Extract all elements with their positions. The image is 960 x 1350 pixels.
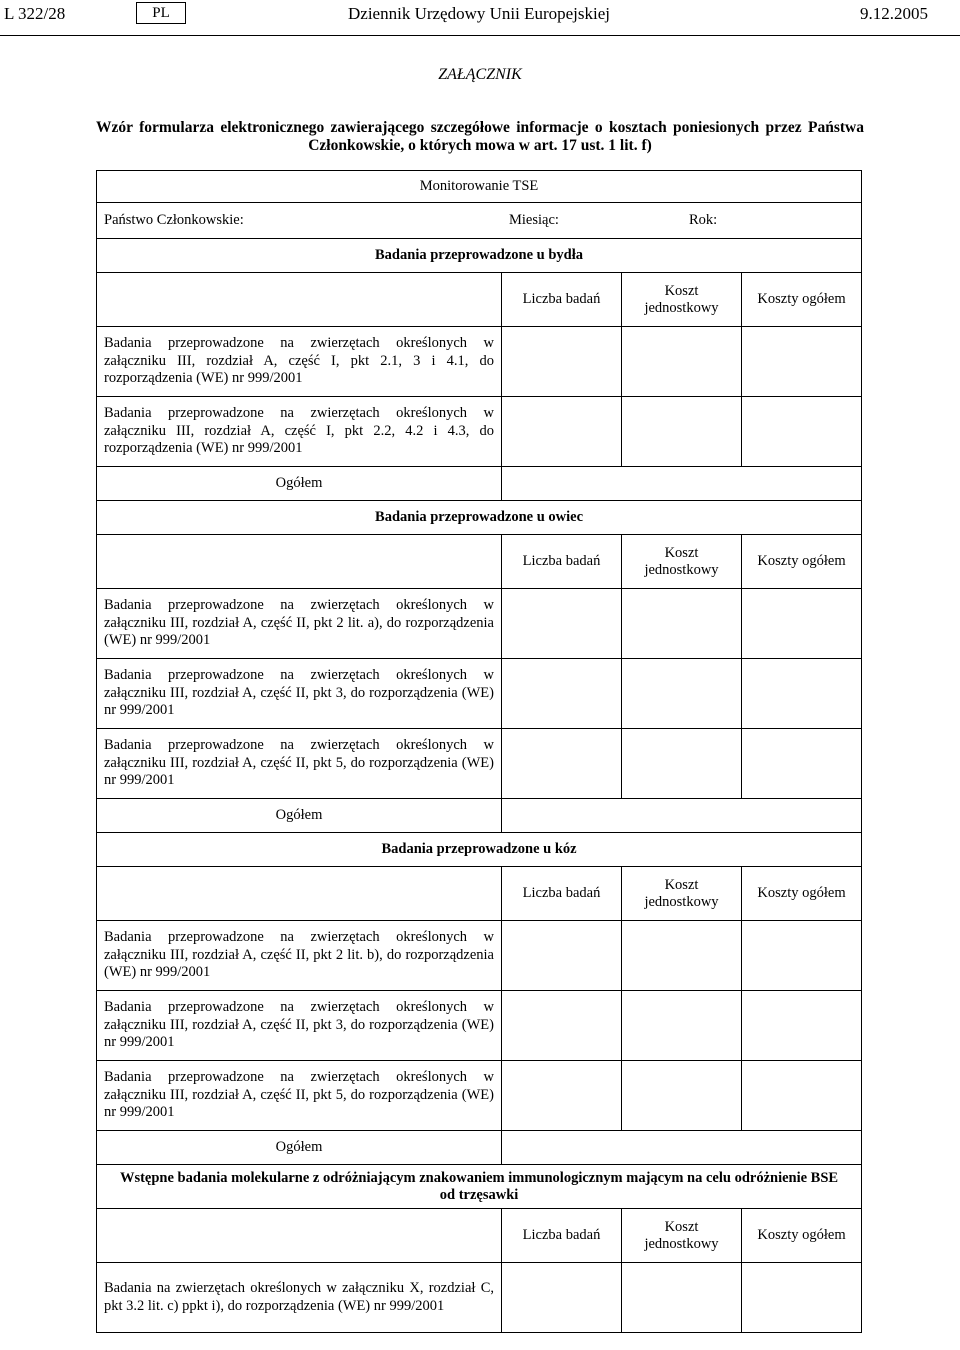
unit-cost-line-2: jednostkowy: [644, 299, 719, 316]
unit-cost-input-cell[interactable]: [622, 589, 742, 659]
form-title: Monitorowanie TSE: [97, 171, 862, 203]
header-blank-cell: [97, 1209, 502, 1263]
table-row: [97, 589, 862, 659]
month-field[interactable]: Miesiąc:: [509, 212, 559, 228]
unit-cost-line-2: jednostkowy: [644, 561, 719, 578]
language-badge: PL: [136, 2, 186, 24]
header-blank-cell: [97, 273, 502, 327]
total-label: Ogółem: [97, 467, 502, 501]
column-header-total-cost: Koszty ogółem: [742, 867, 862, 921]
header-blank-cell: [97, 535, 502, 589]
row-description: Badania na zwierzętach określonych w załączniku X, rozdział C, pkt 3.2 lit. c) ppkt i), do rozporządzenia (WE) nr 999/2001: [97, 1263, 502, 1333]
unit-cost-line-1: Koszt: [664, 282, 699, 299]
column-header-total-cost: Koszty ogółem: [742, 273, 862, 327]
row-description: Badania przeprowadzone na zwierzętach określonych w załączniku III, rozdział A, część I, pkt 2.2, 4.2 i 4.3, do rozporządzenia (WE) nr 999/2001: [97, 397, 502, 467]
count-input-cell[interactable]: [502, 1061, 622, 1131]
column-header-unit-cost: [622, 1209, 742, 1263]
total-value-cell[interactable]: [502, 799, 862, 833]
total-value-cell[interactable]: [502, 467, 862, 501]
count-input-cell[interactable]: [502, 1263, 622, 1333]
journal-title: Dziennik Urzędowy Unii Europejskiej: [348, 4, 611, 23]
count-input-cell[interactable]: [502, 921, 622, 991]
count-input-cell[interactable]: [502, 327, 622, 397]
row-description: Badania przeprowadzone na zwierzętach określonych w załączniku III, rozdział A, część I, pkt 2.1, 3 i 4.1, do rozporządzenia (WE) nr 999/2001: [97, 327, 502, 397]
publication-date: 9.12.2005: [860, 4, 928, 23]
table-row: [97, 991, 862, 1061]
table-row: [97, 659, 862, 729]
count-input-cell[interactable]: [502, 397, 622, 467]
table-row: [97, 327, 862, 397]
section-title: Badania przeprowadzone u kóz: [97, 833, 862, 867]
unit-cost-line-2: jednostkowy: [644, 893, 719, 910]
column-header-unit-cost: [622, 273, 742, 327]
unit-cost-input-cell[interactable]: [622, 729, 742, 799]
row-description: Badania przeprowadzone na zwierzętach określonych w załączniku III, rozdział A, część II, pkt 2 lit. a), do rozporządzenia (WE) nr 999/2001: [97, 589, 502, 659]
unit-cost-line-1: Koszt: [664, 544, 699, 561]
total-label: Ogółem: [97, 799, 502, 833]
year-field[interactable]: Rok:: [689, 212, 718, 228]
member-state-field[interactable]: Państwo Członkowskie:: [104, 212, 244, 228]
unit-cost-input-cell[interactable]: [622, 659, 742, 729]
total-cost-input-cell[interactable]: [742, 921, 862, 991]
total-cost-input-cell[interactable]: [742, 991, 862, 1061]
unit-cost-input-cell[interactable]: [622, 327, 742, 397]
unit-cost-line-1: Koszt: [664, 1218, 699, 1235]
unit-cost-input-cell[interactable]: [622, 1263, 742, 1333]
table-row: [97, 1061, 862, 1131]
row-description: Badania przeprowadzone na zwierzętach określonych w załączniku III, rozdział A, część II, pkt 3, do rozporządzenia (WE) nr 999/2001: [97, 659, 502, 729]
unit-cost-line-2: jednostkowy: [644, 1235, 719, 1252]
column-header-count: Liczba badań: [502, 535, 622, 589]
total-cost-input-cell[interactable]: [742, 397, 862, 467]
total-cost-input-cell[interactable]: [742, 1263, 862, 1333]
document-title: Wzór formularza elektronicznego zawierającego szczegółowe informacje o kosztach poniesionych przez Państwa Członkowskie, o których mowa w art. 17 ust. 1 lit. f): [96, 119, 864, 154]
tse-monitoring-form: [96, 170, 862, 1333]
total-cost-input-cell[interactable]: [742, 1061, 862, 1131]
column-header-total-cost: Koszty ogółem: [742, 535, 862, 589]
column-header-unit-cost: [622, 535, 742, 589]
count-input-cell[interactable]: [502, 729, 622, 799]
column-header-count: Liczba badań: [502, 1209, 622, 1263]
header-divider: [0, 35, 960, 36]
total-cost-input-cell[interactable]: [742, 327, 862, 397]
row-description: Badania przeprowadzone na zwierzętach określonych w załączniku III, rozdział A, część II, pkt 3, do rozporządzenia (WE) nr 999/2001: [97, 991, 502, 1061]
column-header-count: Liczba badań: [502, 867, 622, 921]
column-header-count: Liczba badań: [502, 273, 622, 327]
form-meta-row: [97, 203, 862, 239]
unit-cost-input-cell[interactable]: [622, 921, 742, 991]
annex-title: ZAŁĄCZNIK: [438, 66, 522, 83]
section-title: Wstępne badania molekularne z odróżniającym znakowaniem immunologicznym mającym na celu odróżnienie BSE od trzęsawki: [97, 1165, 862, 1209]
table-row: [97, 1263, 862, 1333]
section-title: Badania przeprowadzone u bydła: [97, 239, 862, 273]
row-description: Badania przeprowadzone na zwierzętach określonych w załączniku III, rozdział A, część II, pkt 2 lit. b), do rozporządzenia (WE) nr 999/2001: [97, 921, 502, 991]
column-header-total-cost: Koszty ogółem: [742, 1209, 862, 1263]
count-input-cell[interactable]: [502, 589, 622, 659]
total-label: Ogółem: [97, 1131, 502, 1165]
column-header-unit-cost: [622, 867, 742, 921]
count-input-cell[interactable]: [502, 991, 622, 1061]
page-reference: L 322/28: [4, 4, 66, 23]
table-row: [97, 729, 862, 799]
count-input-cell[interactable]: [502, 659, 622, 729]
row-description: Badania przeprowadzone na zwierzętach określonych w załączniku III, rozdział A, część II, pkt 5, do rozporządzenia (WE) nr 999/2001: [97, 1061, 502, 1131]
journal-header: [0, 0, 960, 28]
total-cost-input-cell[interactable]: [742, 659, 862, 729]
unit-cost-input-cell[interactable]: [622, 991, 742, 1061]
total-value-cell[interactable]: [502, 1131, 862, 1165]
total-cost-input-cell[interactable]: [742, 729, 862, 799]
row-description: Badania przeprowadzone na zwierzętach określonych w załączniku III, rozdział A, część II, pkt 5, do rozporządzenia (WE) nr 999/2001: [97, 729, 502, 799]
unit-cost-input-cell[interactable]: [622, 1061, 742, 1131]
unit-cost-line-1: Koszt: [664, 876, 699, 893]
table-row: [97, 921, 862, 991]
header-blank-cell: [97, 867, 502, 921]
unit-cost-input-cell[interactable]: [622, 397, 742, 467]
total-cost-input-cell[interactable]: [742, 589, 862, 659]
section-title: Badania przeprowadzone u owiec: [97, 501, 862, 535]
table-row: [97, 397, 862, 467]
